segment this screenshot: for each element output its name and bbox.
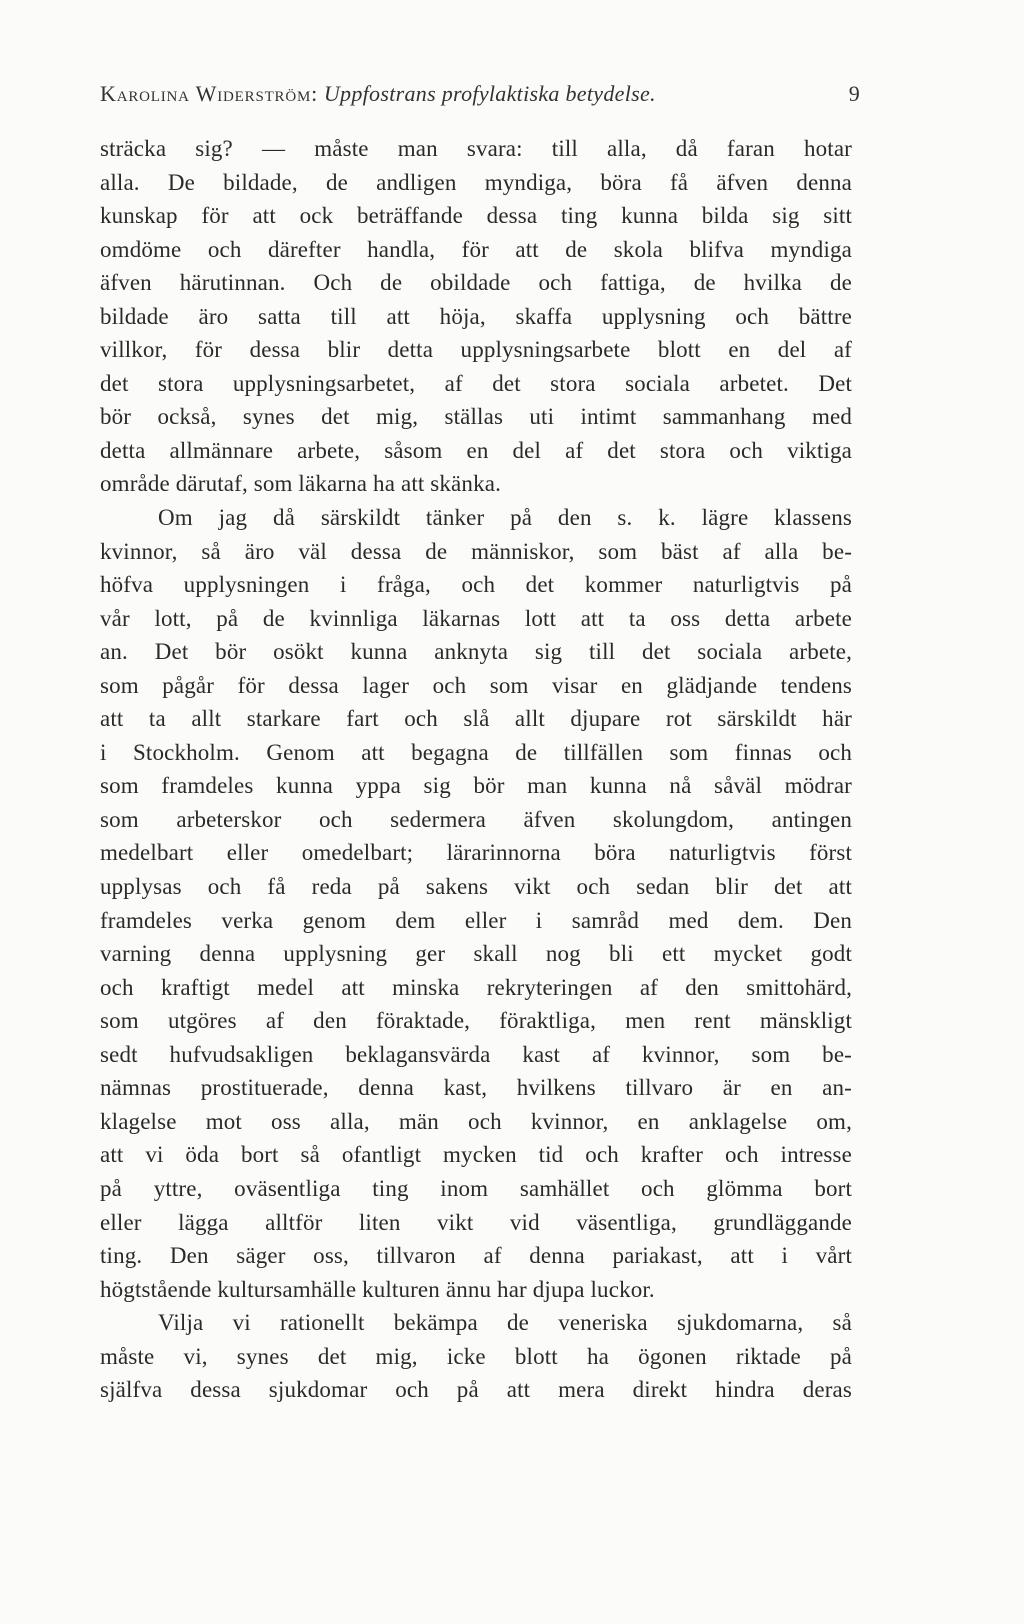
text-line: i Stockholm. Genom att begagna de tillfällen som finnas och: [100, 739, 852, 765]
text-line: upplysas och få reda på sakens vikt och sedan blir det att: [100, 874, 852, 900]
text-line: kunskap för att ock beträffande dessa ting kunna bilda sig sitt: [100, 203, 852, 229]
text-line: vår lott, på de kvinnliga läkarnas lott att ta oss detta arbete: [100, 605, 852, 631]
text-line: och kraftigt medel att minska rekryteringen af den smittohärd,: [100, 974, 852, 1000]
text-line: höfva upplysningen i fråga, och det kommer naturligtvis på: [100, 572, 852, 598]
text-line: själfva dessa sjukdomar och på att mera direkt hindra deras: [100, 1377, 852, 1403]
text-line: alla. De bildade, de andligen myndiga, böra få äfven denna: [100, 169, 852, 195]
text-line: omdöme och därefter handla, för att de skola blifva myndiga: [100, 236, 852, 262]
text-line: Vilja vi rationellt bekämpa de veneriska sjukdomarna, så: [158, 1310, 852, 1336]
text-line: bör också, synes det mig, ställas uti intimt sammanhang med: [100, 404, 852, 430]
text-line: som framdeles kunna yppa sig bör man kunna nå såväl mödrar: [100, 773, 852, 799]
header-title: Uppfostrans profylaktiska betydelse.: [323, 81, 656, 106]
text-line: varning denna upplysning ger skall nog bli ett mycket godt: [100, 941, 852, 967]
text-line: högtstående kultursamhälle kulturen ännu har djupa luckor.: [100, 1276, 655, 1302]
text-line: kvinnor, så äro väl dessa de människor, som bäst af alla be-: [100, 538, 852, 564]
text-line: nämnas prostituerade, denna kast, hvilkens tillvaro är en an-: [100, 1075, 852, 1101]
text-line: detta allmännare arbete, såsom en del af det stora och viktiga: [100, 437, 852, 463]
text-line: Om jag då särskildt tänker på den s. k. lägre klassens: [158, 505, 852, 531]
text-line: sedt hufvudsakligen beklagansvärda kast af kvinnor, som be-: [100, 1041, 852, 1067]
text-line: område därutaf, som läkarna ha att skänka.: [100, 471, 501, 497]
text-line: som arbeterskor och sedermera äfven skolungdom, antingen: [100, 806, 852, 832]
text-line: ting. Den säger oss, tillvaron af denna pariakast, att i vårt: [100, 1243, 852, 1269]
text-line: på yttre, oväsentliga ting inom samhället och glömma bort: [100, 1175, 852, 1201]
page-number: 9: [848, 81, 860, 106]
text-line: att vi öda bort så ofantligt mycken tid och krafter och intresse: [100, 1142, 852, 1168]
text-line: medelbart eller omedelbart; lärarinnorna böra naturligtvis först: [100, 840, 852, 866]
text-line: villkor, för dessa blir detta upplysningsarbete blott en del af: [100, 337, 852, 363]
text-line: som pågår för dessa lager och som visar en glädjande tendens: [100, 672, 852, 698]
text-line: att ta allt starkare fart och slå allt djupare rot särskildt här: [100, 706, 852, 732]
running-header: [100, 78, 860, 110]
body-text: [100, 132, 852, 1407]
text-line: det stora upplysningsarbetet, af det stora sociala arbetet. Det: [100, 370, 852, 396]
text-line: som utgöres af den föraktade, föraktliga, men rent mänskligt: [100, 1008, 852, 1034]
text-line: måste vi, synes det mig, icke blott ha ögonen riktade på: [100, 1343, 852, 1369]
text-line: sträcka sig? — måste man svara: till alla, då faran hotar: [100, 136, 852, 161]
text-line: äfven härutinnan. Och de obildade och fattiga, de hvilka de: [100, 270, 852, 296]
text-line: framdeles verka genom dem eller i samråd med dem. Den: [100, 907, 852, 933]
header-author: Karolina Widerström:: [100, 81, 319, 106]
text-line: an. Det bör osökt kunna anknyta sig till det sociala arbete,: [100, 639, 852, 665]
text-line: klagelse mot oss alla, män och kvinnor, en anklagelse om,: [100, 1108, 852, 1134]
text-line: bildade äro satta till att höja, skaffa upplysning och bättre: [100, 303, 852, 329]
text-line: eller lägga alltför liten vikt vid väsentliga, grundläggande: [100, 1209, 852, 1235]
